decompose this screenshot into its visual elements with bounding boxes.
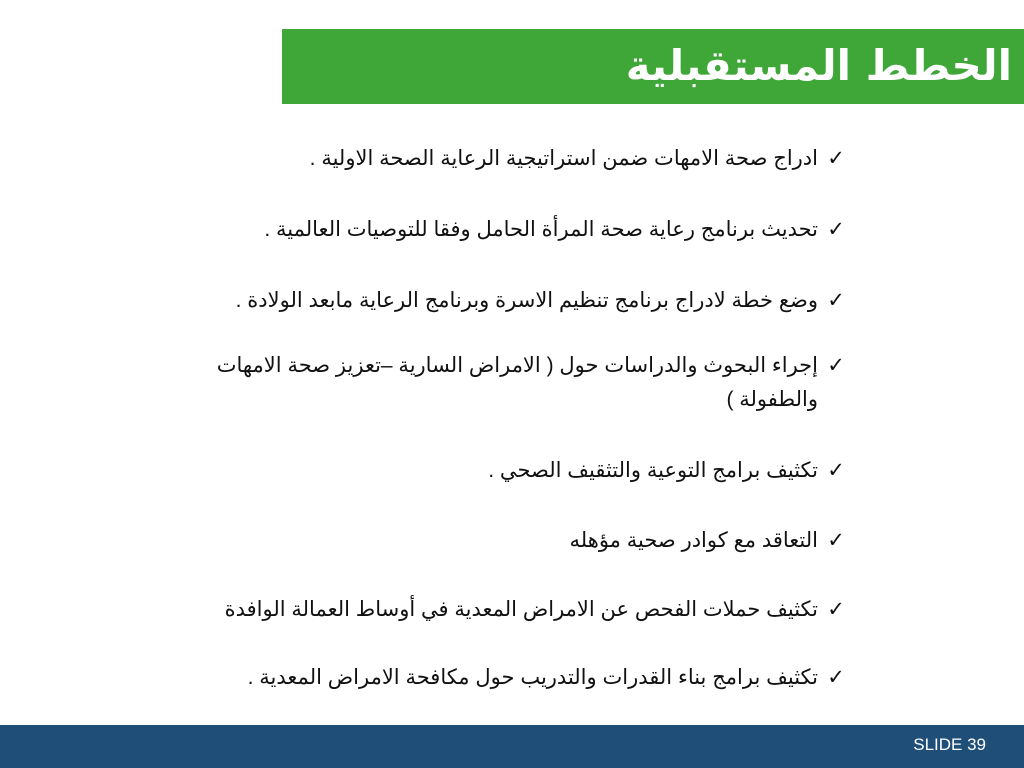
check-mark-icon: ✓ [827,459,845,482]
bullet-item [168,284,848,318]
check-mark-icon: ✓ [827,147,845,170]
check-mark-icon: ✓ [827,598,845,621]
bullet-text: تكثيف برامج التوعية والتثقيف الصحي . [488,459,818,482]
bullet-text: تحديث برنامج رعاية صحة المرأة الحامل وفقا للتوصيات العالمية . [264,218,818,241]
bullet-item [168,593,848,627]
check-mark-icon: ✓ [827,354,845,377]
bullet-item [168,661,848,695]
bullet-text: تكثيف برامج بناء القدرات والتدريب حول مكافحة الامراض المعدية . [247,666,818,689]
bullet-item [168,213,848,247]
check-mark-icon: ✓ [827,666,845,689]
bullet-text: وضع خطة لادراج برنامج تنظيم الاسرة وبرنامج الرعاية مابعد الولادة . [235,289,818,312]
bullet-item [168,454,848,488]
check-mark-icon: ✓ [827,289,845,312]
bullet-item [168,142,848,176]
bullet-text: إجراء البحوث والدراسات حول ( الامراض السارية –تعزيز صحة الامهات والطفولة ) [216,354,818,411]
bullet-item [168,349,848,417]
slide-number: SLIDE 39 [913,735,986,754]
bullet-text: تكثيف حملات الفحص عن الامراض المعدية في أوساط العمالة الوافدة [224,598,818,621]
title-bar [282,29,1024,104]
check-mark-icon: ✓ [827,529,845,552]
check-mark-icon: ✓ [827,218,845,241]
bullet-item [168,524,848,558]
bullet-text: التعاقد مع كوادر صحية مؤهله [569,529,818,552]
slide-title: الخطط المستقبلية [625,41,1012,90]
bullet-text: ادراج صحة الامهات ضمن استراتيجية الرعاية الصحة الاولية . [309,147,818,170]
footer-bar [0,725,1024,768]
